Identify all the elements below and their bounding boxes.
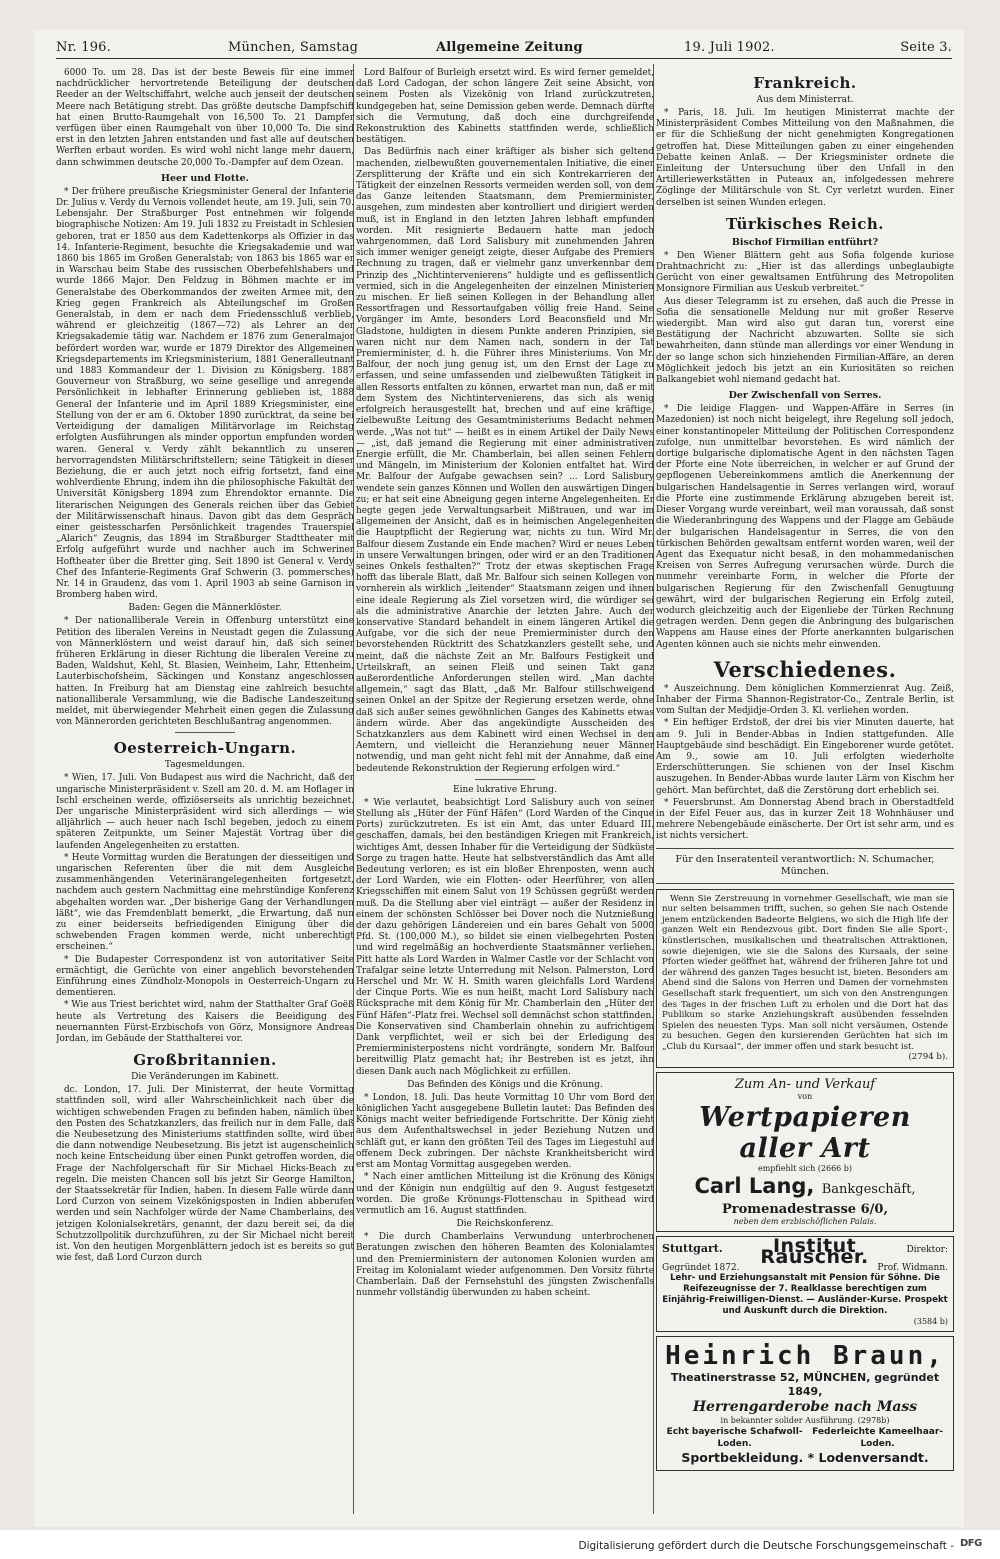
footer-text: Digitalisierung gefördert durch die Deutsche Forschungsgemeinschaft -	[578, 1540, 954, 1552]
ad-heinrich-braun	[656, 1336, 954, 1471]
king-text-1: * London, 18. Juli. Das heute Vormittag 10 Uhr vom Bord der königlichen Yacht ausgegebene Bulletin lautet: Das Befinden des Königs macht weiter befriedigende Fortschritte. Der König zieht aus dem Aufenthaltswechsel in jeder Beziehung Nutzen und schläft gut, er kann den größten Teil des Tages im Liegestuhl auf offenem Deck zubringen. Der nächste Krankheitsbericht wird erst am Montag Vormittag ausgegeben werden.	[356, 1092, 654, 1171]
ad-wp-small-text: empfiehlt sich	[757, 1164, 816, 1174]
ad-inst-dir-label: Direktor:	[906, 1245, 948, 1256]
column-2	[356, 68, 654, 1513]
ad-wp-firm-name: Carl Lang,	[694, 1174, 815, 1199]
column-1	[56, 68, 354, 1513]
ad-inst-name: Institut Rauscher.	[760, 1235, 869, 1269]
issue-number: Nr. 196.	[56, 40, 111, 55]
serres-heading: Der Zwischenfall von Serres.	[728, 390, 882, 402]
ad-ostende	[656, 889, 954, 1069]
turkey-text-2: Aus dieser Telegramm ist zu ersehen, daß auch die Presse in Sofia die sensationelle Meldung nur mit großer Reserve wiedergibt. Man wird also gut daran tun, vorerst eine Bestätigung der Nachricht abzuwarten. Sollte sie sich bewahrheiten, dann stünde man allerdings vor einer Wendung in der so lange schon sich hinziehenden Firmilian-Affäre, an deren Möglichkeit jedoch bis jetzt an ein Kuriositäten so reichen Balkangebiet wohl niemand gedacht hat.	[656, 296, 954, 386]
ehrung-heading: Eine lukrative Ehrung.	[453, 784, 557, 795]
ad-wp-firm	[662, 1174, 948, 1202]
turkey-subheading: Bischof Firmilian entführt?	[731, 236, 879, 248]
austria-text-1: * Wien, 17. Juli. Von Budapest aus wird die Nachricht, daß der ungarische Ministerpräsident v. Szell am 20. d. M. am Hoflager in Ischl erscheinen werde, offiziöserseits als unrichtig bezeichnet. Der ungarische Ministerpräsident wird sich allerdings — wie alljährlich — auch heuer nach Ischl begeben, jedoch zu einem späteren Zeitpunkte, um Seiner Majestät Vortrag über die laufenden Angelegenheiten zu erstatten.	[56, 773, 354, 851]
king-text-2: * Nach einer amtlichen Mitteilung ist die Krönung des Königs und der Königin nun endgültig auf den 9. August festgesetzt worden. Die große Krönungs-Flottenschau in Spithead wird vermutlich am 16. August stattfinden.	[356, 1172, 654, 1216]
misc-heading: Verschiedenes.	[713, 656, 897, 682]
austria-text-4: * Wie aus Triest berichtet wird, nahm der Statthalter Graf Goëß heute als Vertretung des Kaisers die Beeidigung des neuernannten Fürst-Erzbischofs von Görz, Monsignore Andreas Jordan, im Gebäude der Statthalterei vor.	[56, 1000, 354, 1045]
britain-subheading: Die Veränderungen im Kabinett.	[131, 1072, 279, 1083]
ad-wp-recommends	[662, 1164, 948, 1174]
king-heading: Das Befinden des Königs und die Krönung.	[407, 1079, 603, 1090]
cabinet-intro-text: Lord Balfour of Burleigh ersetzt wird. Es wird ferner gemeldet, daß Lord Cadogan, der schon längere Zeit seine Absicht, von seinem Posten als Vizekönig von Irland zurückzutreten, kundgegeben hat, seine Demission geben werde. Demnach dürfte sich die Vermutung, daß doch eine durchgreifende Rekonstruktion des Kabinetts stattfinden werde, schließlich bestätigen.	[356, 68, 654, 146]
britain-heading: Großbritannien.	[133, 1051, 277, 1070]
ad-hb-row	[662, 1426, 948, 1450]
france-subheading: Aus dem Ministerrat.	[756, 95, 854, 105]
page-number: Seite 3.	[900, 40, 952, 55]
austria-subheading: Tagesmeldungen.	[164, 760, 246, 771]
misc-text-1: * Auszeichnung. Dem königlichen Kommerzienrat Aug. Zeiß, Inhaber der Firma Shannon-Registrator-Co., Zentrale Berlin, ist vom Sultan der Medjidje-Orden 3. Kl. verliehen worden.	[656, 683, 954, 717]
ad-hb-line: in bekannter solider Ausführung. (2978b)	[720, 1415, 890, 1425]
column-3	[656, 68, 954, 1513]
turkey-text-1: * Den Wiener Blättern geht aus Sofia folgende kuriose Drahtnachricht zu: „Hier ist das allerdings unbeglaubigte Gerücht von einer gewaltsamen Entführung des Metropoliten Monsignore Firmilian aus Ueskub verbreitet.“	[656, 250, 954, 295]
ad-inst-city: Stuttgart.	[662, 1242, 723, 1256]
conference-heading: Die Reichskonferenz.	[456, 1219, 554, 1230]
ad-wp-address: Promenadestrasse 6/0,	[722, 1202, 888, 1218]
ad-inst-body: Lehr- und Erziehungsanstalt mit Pension für Söhne. Die Reifezeugnisse der 7. Realklasse berechtigen zum Einjährig-Freiwilligen-Dienst. — Ausländer-Kurse. Prospekt und Auskunft durch die Direktion.	[662, 1273, 948, 1316]
france-heading: Frankreich.	[753, 74, 857, 92]
baden-heading: Baden: Gegen die Männerklöster.	[128, 603, 282, 614]
ad-wp-top: Zum An- und Verkauf	[734, 1077, 876, 1093]
ad-hb-address: Theatinerstrasse 52, MÜNCHEN, gegründet 1849,	[670, 1370, 940, 1398]
ad-wp-von: von	[797, 1092, 813, 1102]
ad-wp-firm-sub: Bankgeschäft,	[821, 1182, 916, 1198]
shipping-intro-text: 6000 To. um 28. Das ist der beste Beweis für eine immer nachdrücklicher hervortretende Beteiligung der deutschen Reeder an der Weltschiffahrt, welche auch jenseit der deutschen Meere nach Betätigung strebt. Das größte deutsche Dampfschiff hat einen Brutto-Raumgehalt von 16,500 To. 21 Dampfer verfügen über einen Raumgehalt von über 10,000 To. Die sind erst in den letzten Jahren entstanden und fast alle auf deutschen Werften erbaut worden. Es wird wohl nicht lange mehr dauern, dann schwimmen deutsche 20,000 To.-Dampfer auf dem Ozean.	[56, 68, 354, 168]
divider	[656, 883, 954, 884]
ad-hb-tagline: Herrengarderobe nach Mass	[692, 1398, 918, 1415]
austria-heading: Oesterreich-Ungarn.	[113, 739, 297, 758]
divider	[175, 732, 235, 733]
ad-inst-dir-name: Prof. Widmann.	[877, 1263, 948, 1274]
austria-text-3: * Die Budapester Correspondenz ist von autoritativer Seite ermächtigt, die Gerüchte von einer angeblich bevorstehenden Einführung eines Zündholz-Monopols in Oesterreich-Ungarn zu dementieren.	[56, 954, 354, 999]
britain-text: dc. London, 17. Juli. Der Ministerrat, der heute Vormittag stattfinden soll, wird aller Wahrscheinlichkeit nach über die wichtigen schwebenden Fragen zu befinden haben, nämlich über den Posten des Schatzkanzlers, das freilich nur in dem Falle, daß die Neubesetzung des Ministeriums stattfinden sollte, wird über die dann notwendige Neubesetzung. Bis jetzt ist augenscheinlich noch keine Entscheidung über einen Punkt getroffen worden, die Frage der Nachfolgerschaft für Sir Michael Hicks-Beach zu regeln. Die meisten Chancen soll bis jetzt Sir George Hamilton, der Staatssekretär für Indien, haben. In diesem Falle würde dann Lord Curzon von seinem Vizekönigsposten in Indien abberufen werden und sein Nachfolger würde der Name Chamberlains, des jetzigen Kolonialsekretärs, genannt, der dazu bereit sei, da die Schutzzollpolitik durchzuführen, zu der Sir Michael nicht bereit ist. Von den heutigen Morgenblättern jedoch ist es bereits so gut wie fest, daß Lord Curzon durch	[56, 1085, 354, 1264]
ad-institut	[656, 1236, 954, 1332]
divider	[475, 779, 535, 780]
masthead	[56, 40, 952, 59]
newspaper-page	[34, 30, 964, 1527]
ad-wp-ref: (2666 b)	[817, 1164, 853, 1174]
ad-hb-left: Echt bayerische Schafwoll-Loden.	[666, 1426, 803, 1449]
dfg-logo-icon: DFG	[960, 1538, 982, 1549]
ad-ostende-ref: (2794 b).	[908, 1052, 948, 1063]
heer-text: * Der frühere preußische Kriegsminister General der Infanterie Dr. Julius v. Verdy du Vernois vollendet heute, am 19. Juli, sein 70. Lebensjahr. Der Straßburger Post entnehmen wir folgende biographische Notizen: Am 19. Juli 1832 zu Freistadt in Schlesien geboren, trat er 1850 aus dem Kadettenkorps als Offizier in das 14. Infanterie-Regiment, besuchte die Kriegsakademie und war 1860 bis 1865 im Großen Generalstab; von 1863 bis 1865 war er in Warschau beim Stabe des russischen Oberbefehlshabers und wurde 1866 Major. Den Feldzug in Böhmen machte er im Generalstabe des Oberkommandos der zweiten Armee mit, den Krieg gegen Frankreich als Abteilungschef im Großen Generalstab, in dem er nach dem Friedensschluß verblieb, während er gleichzeitig (1867—72) als Lehrer an der Kriegsakademie tätig war. Nachdem er 1876 zum Generalmajor befördert worden war, wurde er 1879 Direktor des Allgemeinen Kriegsdepartements im Kriegsministerium, 1881 Generalleutnant und 1883 Kommandeur der 1. Division zu Königsberg. 1887 Gouverneur von Straßburg, wo seine gesellige und anregende Persönlichkeit in lebhafter Erinnerung geblieben ist, 1888 General der Infanterie und im April 1889 Kriegsminister, eine Stellung von der er am 6. Oktober 1890 zurücktrat, da seine bei Verteidigung der damaligen Militärvorlage im Reichstag erfolgten Ausführungen als minder opportun empfunden worden waren. General v. Verdy zählt bekanntlich zu unseren hervorragendsten Militärschriftstellern; seine Tätigkeit in dieser Beziehung, die er auch jetzt noch eifrig fortsetzt, fand eine wohlverdiente Ehrung, indem ihn die philosophische Fakultät der Universität Königsberg 1894 zum Ehrendoktor ernannte. Die literarischen Neigungen des Generals reichen über das Gebiet der Militärwissenschaft hinaus. Davon gibt das dem Gespräch einer geistesscharfen Persönlichkeit tragendes Trauerspiel „Alarich“ Zeugnis, das 1894 im Straßburger Stadttheater mit Erfolg aufgeführt wurde und nachher auch im Schweriner Hoftheater über die Bretter ging. Seit 1890 ist General v. Verdy Chef des Infanterie-Regiments Graf Schwerin (3. pommersches) Nr. 14 in Graudenz, das vom 1. April 1903 ab seine Garnison in Bromberg haben wird.	[56, 186, 354, 601]
newspaper-title: Allgemeine Zeitung	[436, 40, 583, 55]
digitization-footer	[0, 1530, 1000, 1559]
ad-wp-main: Wertpapieren aller Art	[699, 1102, 911, 1165]
issue-date: 19. Juli 1902.	[684, 40, 775, 55]
responsible-editor: Für den Inseratenteil verantwortlich: N. Schumacher, München.	[675, 853, 935, 877]
divider	[656, 848, 954, 849]
cabinet-need-text: Das Bedürfnis nach einer kräftiger als bisher sich geltend machenden, zielbewußten gouvernementalen Initiative, die einer Zersplitterung der Kräfte und ein sich Kontrekarrieren der Tätigkeit der einzelnen Ressorts vermeiden werden soll, von dem das Ganze leitenden Staatsmann, dem Premierminister, ausgehen, zum mindesten aber kontrolliert und dirigiert werden muß, ist in England in den letzten Jahren lebhaft empfunden worden. Mit resignierte Bedauern hatte man jedoch wahrgenommen, daß Lord Salisbury mit zunehmenden Jahren sich immer weniger geneigt zeigte, dieser Aufgabe des Premiers Rechnung zu tragen, daß er vielmehr ganz unverkennbar dem Prinzip des „Nichtintervenierens“ huldigte und es geflissentlich vermied, sich in die Angelegenheiten der einzelnen Ministerien zu mischen. Er ließ seinen Kollegen in der Behandlung aller Ressortfragen und Ressortaufgaben völlig freie Hand. Seine Vorgänger im Amte, besonders Lord Beaconsfield und Mr. Gladstone, huldigten in diesem Punkte anderen Prinzipien, sie waren nicht nur dem Namen nach, sondern in der Tat Premierminister, d. h. die Führer ihres Ministeriums. Von Mr. Balfour, der noch jung genug ist, um den Ernst der Lage zu erfassen, und seine umfassenden und zielbewußten Tätigkeit in allen Ressorts entfalten zu können, erwartet man nun, daß er mit dem System des Nichtintervenierens, das sich als wenig erfolgreich herausgestellt hat, brechen und auf eine kräftige, zielbewußte Leitung des Gesamtministeriums Bedacht nehmen werde. „Was not tut“ — heißt es in einem Artikel der Daily News — „ist, daß jemand die Regierung mit einer administrativen Energie erfüllt, die Mr. Chamberlain, bei allen seinen Fehlern und Mängeln, im Ministerium der Kolonien entfaltet hat. Wird Mr. Balfour der Aufgabe gewachsen sein? ... Lord Salisbury wendete sein ganzes Können und Wollen den auswärtigen Dingen zu; er hat seit eine Abneigung gegen interne Angelegenheiten. Er hegte gegen jede Verwaltungsarbeit Mißtrauen, und war im allgemeinen der Ansicht, daß es in heimischen Angelegenheiten die Hauptpflicht der Regierung war, nichts zu tun. Wird Mr. Balfour diesem Zustande ein Ende machen? Wird er neues Leben in unsere Verwaltungen bringen, oder wird er an den Traditionen seines Onkels festhalten?“ Trotz der etwas skeptischen Frage hofft das liberale Blatt, daß Mr. Balfour sich seinen Kollegen von vornherein als wirklich „leitender“ Staatsmann zeigen und ihnen eine ideale Regierung als Ziel vorsetzen wird, die würdiger sei als die administrative Anarchie der letzten Jahre. Auch der konservative Standard behandelt in einem längeren Artikel die Aufgabe, vor die sich der neue Premierminister durch den bevorstehenden Rücktritt des Schatzkanzlers gestellt sehe, und meint, daß die nächste Zeit an Mr. Balfours Festigkeit und Urteilskraft, an seinen Fleiß und seinen Takt ganz außerordentliche Anforderungen stellen wird. „Man dachte allgemein,“ sagt das Blatt, „daß Mr. Balfour stillschweigend seinen Onkel an der Spitze der Regierung ersetzen werde, ohne daß sich außer seines gewöhnlichen Ganges des Kabinetts etwas ändern würde. Aber das angekündigte Ausscheiden des Schatzkanzlers aus dem Kabinett wird einen Wechsel in den Aemtern, und vielleicht die Heranziehung neuer Männer notwendig, und man geht nicht fehl mit der Annahme, daß eine bedeutende Rekonstruktion der Regierung erfolgen wird.“	[356, 147, 654, 774]
ad-hb-name: Heinrich Braun,	[665, 1340, 945, 1371]
austria-text-2: * Heute Vormittag wurden die Beratungen der diesseitigen und ungarischen Referenten über die mit dem Ausgleiche zusammenhängenden Veterinärangelegenheiten fortgesetzt, nachdem auch gestern Nachmittag eine mehrstündige Konferenz abgehalten worden war. „Der bisherige Gang der Verhandlungen läßt“, wie das Fremdenblatt bemerkt, „die Erwartung, daß nun zu einer beiderseits befriedigenden Einigung über die schwebenden Fragen kommen werde, nicht unberechtigt erscheinen.“	[56, 852, 354, 953]
ad-wertpapiere	[656, 1072, 954, 1232]
ad-inst-ref: (3584 b)	[913, 1316, 948, 1326]
ad-ostende-text: Wenn Sie Zerstreuung in vornehmer Gesellschaft, wie man sie nur selten beisammen trifft, suchen, so gehen Sie nach Ostende jenem entzückenden Badeorte Belgiens, wo sich die High life der ganzen Welt ein Rendezvous gibt. Dort finden Sie alle Sport-, künstlerischen, musikalischen und theatralischen Attraktionen, sowie diejenigen, wie sie die Salons des Kursaals, der seine Pforten wieder geöffnet hat, während der früheren Jahre tot und der während des ganzen Tages besucht ist, bieten. Besonders am Abend sind die Salons von Herren und Damen der vornehmsten Gesellschaft stark frequentiert, um sich von den Anstrengungen des Tages in der frischen Luft zu erholen und die Dort hat das Publikum so starke Anziehungskraft ausübenden fesselnden Spielen des neuesten Typs. Man soll nicht versäumen, Ostende zu besuchen. Gegen den kursierenden Gerüchten hat sich im „Club du Kursaal“, der immer offen und stark besucht ist.	[662, 893, 948, 1052]
heer-heading: Heer und Flotte.	[161, 172, 249, 184]
ad-hb-last: Sportbekleidung. * Lodenversandt.	[681, 1449, 929, 1465]
ad-inst-founded: Gegründet 1872.	[662, 1263, 740, 1274]
ad-wp-note: neben dem erzbischöflichen Palais.	[733, 1217, 877, 1227]
conference-text: * Die durch Chamberlains Verwundung unterbrochenen Beratungen zwischen den höheren Beamten des Kolonialamtes und den Premierministern der autonomen Kolonien wurden am Freitag im Kolonialamt wieder aufgenommen. Den Vorsitz führte Chamberlain. Daß der Fernsehstuhl des jüngsten Zwischenfalls nunmehr vollständig überwunden zu haben scheint.	[356, 1232, 654, 1299]
france-text: * Paris, 18. Juli. Im heutigen Ministerrat machte der Ministerpräsident Combes Mitteilung von den Maßnahmen, die er für die Schließung der nicht genehmigten Kongregationen getroffen hat. Diese Mitteilungen gaben zu einer eingehenden Debatte keinen Anlaß. — Der Kriegsminister ordnete die Einleitung der Untersuchung über den Unfall in den Artilleriewerkstätten in Puteaux an, infolgedessen mehrere Zöglinge der Militärschule von St. Cyr verletzt wurden. Einer derselben ist seinen Wunden erlegen.	[656, 108, 954, 208]
serres-text: * Die leidige Flaggen- und Wappen-Affäre in Serres (in Mazedonien) ist noch nicht beigelegt, ihre Regelung soll jedoch, einer konstantinopeler Mitteilung der Politischen Correspondenz zufolge, nun unmittelbar bevorstehen. Es wird nämlich der dortige bulgarische diplomatische Agent in den nächsten Tagen der Pforte eine Note überreichen, in welcher er auf Grund der gepflogenen Uebereinkommens amtlich die Anerkennung der bulgarischen Handelsagentie in Serres verlangen wird, worauf die Pforte eine zustimmende Erklärung abzugeben bereit ist. Dieser Vorgang wurde vereinbart, weil man voraussah, daß sonst die Wiederanbringung des Wappens und der Flagge am Gebäude der bulgarischen Handelsagentur in Serres, die von den türkischen Behörden gewaltsam entfernt worden waren, weil der Agent das Exequatur nicht besaß, in den mohammedanischen Kreisen von Serres Aufregung verursachen würde. Durch die nunmehr vereinbarte Form, in welcher die Pforte der bulgarischen Regierung für den Zwischenfall Genugtuung gewährt, wird der bulgarischen Regierung ein Erfolg zuteil, wodurch gleichzeitig auch der Eigenliebe der Türken Rechnung getragen werden. Denn gegen die Anbringung des bulgarischen Wappens am Hause eines der Pforte anerkannten bulgarischen Agenten können auch sie nichts mehr einwenden.	[656, 404, 954, 650]
ehrung-text: * Wie verlautet, beabsichtigt Lord Salisbury auch von seiner Stellung als „Hüter der Fünf Häfen“ (Lord Warden of the Cinque Ports) zurückzutreten. Es ist ein Amt, das unter Eduard III. geschaffen, damals, bei den beständigen Kriegen mit Frankreich, wichtiges Amt, dessen Inhaber für die Verteidigung der Südküste Sorge zu tragen hatte. Heute hat selbstverständlich das Amt alle Bedeutung verloren; es ist ein bloßer Ehrenposten, wenn auch der Lord Warden, wie ein Flotten- oder Heerführer, von allen Kriegsschiffen mit einem Salut von 19 Schüssen gegrüßt werden muß. Da die Stellung aber viel einträgt — außer der Residenz in einem der schönsten Schlösser bei Dover noch die Nutznießung der dazu gehörigen Ländereien und ein bares Gehalt von 5000 Pfd. St. (100,000 M.), so bildet sie einen vielbegehrten Posten und wird regelmäßig an hochverdiente Staatsmänner verliehen. Pitt hatte als Lord Warden in Walmer Castle vor der Schlacht von Trafalgar seine letzte Unterredung mit Nelson. Palmerston, Lord Herschel und Mr. W. H. Smith waren gleichfalls Lord Wardens der Cinque Ports. Wie es nun heißt, macht Lord Salisbury nach Rücksprache mit dem König für Mr. Chamberlain den „Hüter der Fünf Häfen“-Platz frei. Wechsel soll demnächst schon stattfinden. Die Konservativen sind Chamberlain ohnehin zu aufrichtigem Dank verpflichtet, weil er sich bei der Erledigung des Premierministerpostens nicht vordrängte, sondern Mr. Balfour bereitwillig Platz gemacht hat; ihr Bestreben ist es jetzt, ihn diesen Dank auch nach Möglichkeit zu erfüllen.	[356, 797, 654, 1077]
baden-text: * Der nationalliberale Verein in Offenburg unterstützt eine Petition des liberalen Vereins in Neustadt gegen die Zulassung von Männerklöstern und weist darauf hin, daß sich seiner früheren Erklärung in dieser Richtung die liberalen Vereine zu Baden, Waldshut, Kehl, St. Blasien, Weinheim, Lahr, Ettenheim, Lauterbischofsheim, Säckingen und Konstanz angeschlossen hatten. In Freiburg hat am Dienstag eine zahlreich besuchte nationalliberale Versammlung, wie die Badische Landeszeitung meldet, mit überwiegender Mehrheit einen gegen die Zulassung von Männerorden gerichteten Beschlußantrag angenommen.	[56, 616, 354, 728]
ad-hb-right: Federleichte Kameelhaar-Loden.	[812, 1426, 944, 1449]
place-and-day: München, Samstag	[228, 40, 359, 55]
misc-text-3: * Feuersbrunst. Am Donnerstag Abend brach in Oberstadtfeld in der Eifel Feuer aus, das in kurzer Zeit 18 Wohnhäuser und mehrere Nebengebäude einäscherte. Der Ort ist sehr arm, und es ist nichts versichert.	[656, 797, 954, 842]
misc-text-2: * Ein heftiger Erdstoß, der drei bis vier Minuten dauerte, hat am 9. Juli in Bender-Abbas in Indien stattgefunden. Alle Hauptgebäude sind beschädigt. Ein Eingeborener wurde getötet. Am 9., sowie am 10. Juli erfolgten wiederholte Erderschütterungen. Sie schienen von der Insel Kischm auszugehen. In Bender-Abbas wurde lauter Lärm von Kischm her gehört. Man befürchtet, daß die Zerstörung dort erheblich sei.	[656, 718, 954, 796]
turkey-heading: Türkisches Reich.	[725, 214, 885, 233]
